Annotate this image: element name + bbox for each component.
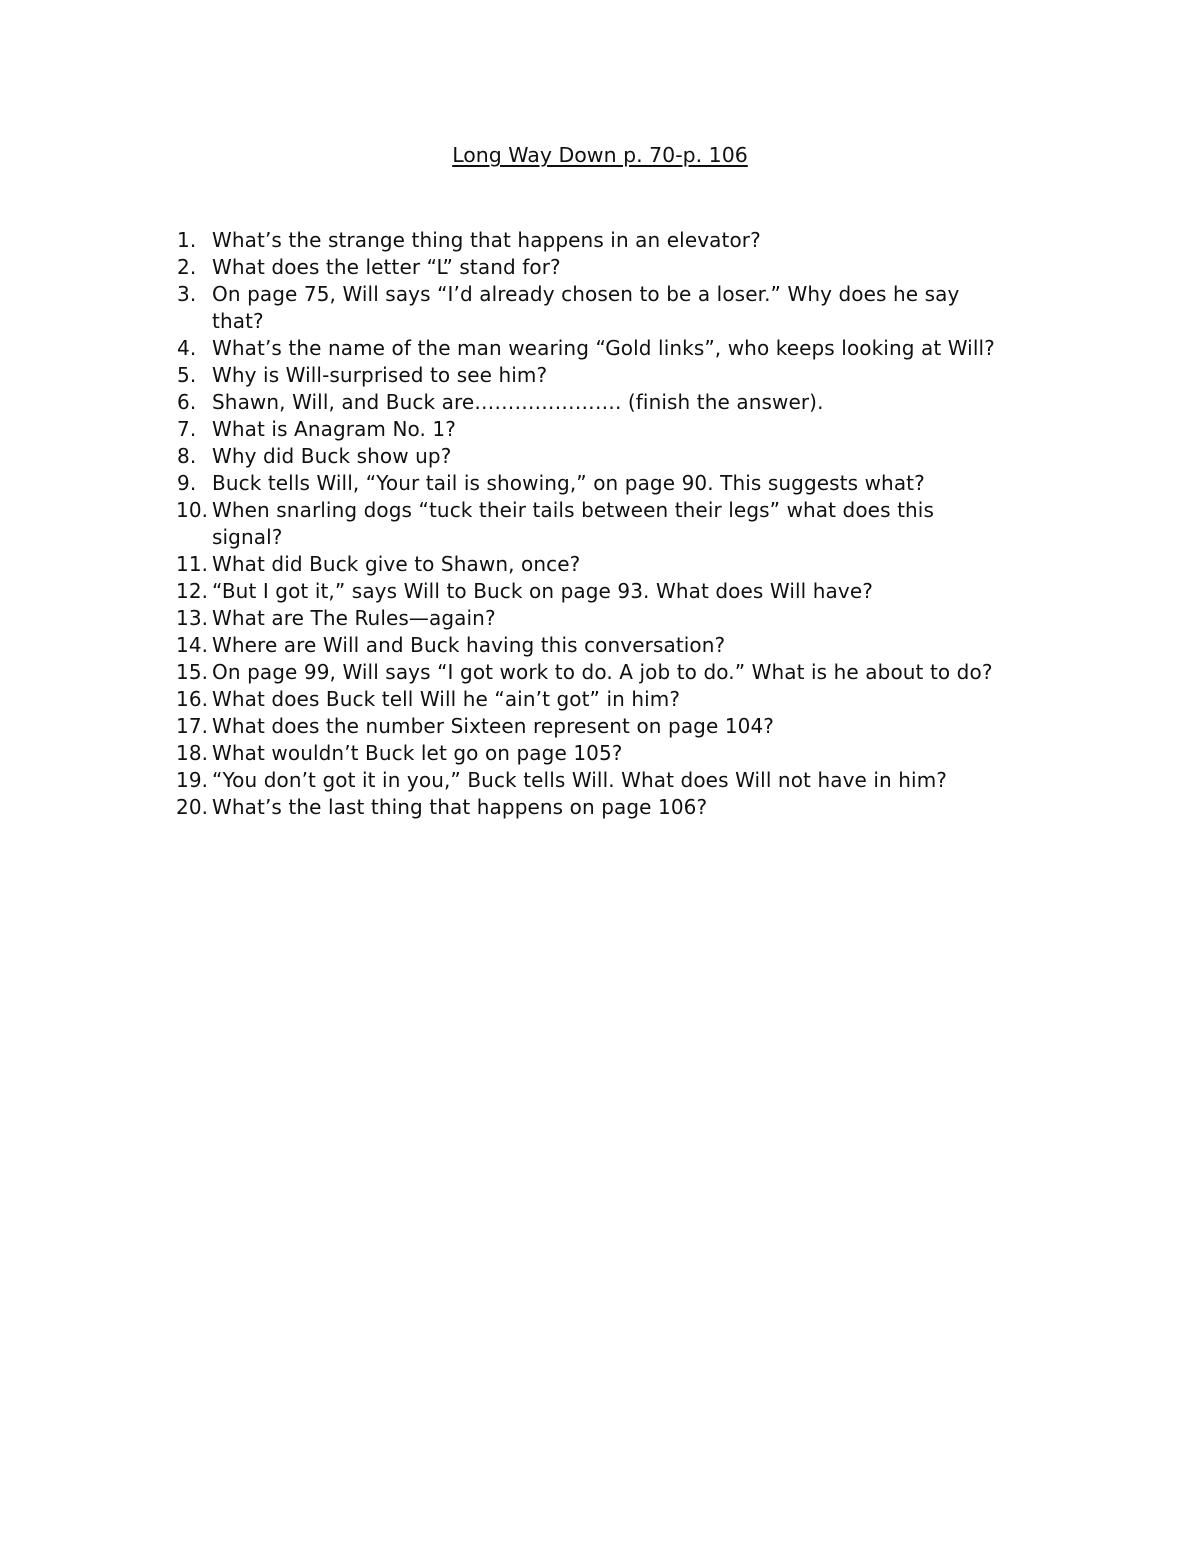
question-item — [170, 605, 1070, 632]
question-item — [170, 686, 1070, 713]
question-item — [170, 227, 1070, 254]
question-text: On page 75, Will says “I’d already chosen to be a loser.” Why does he say that? — [212, 282, 960, 333]
question-text: What does Buck tell Will he “ain’t got” in him? — [212, 687, 681, 711]
question-number: 19. — [176, 768, 209, 792]
question-list — [170, 227, 1070, 821]
question-text: What wouldn’t Buck let go on page 105? — [212, 741, 623, 765]
question-text: When snarling dogs “tuck their tails between their legs” what does this signal? — [212, 498, 934, 549]
question-item — [170, 254, 1070, 281]
question-number: 3. — [177, 282, 197, 306]
question-number: 10. — [176, 498, 209, 522]
question-number: 12. — [176, 579, 209, 603]
question-number: 5. — [177, 363, 197, 387]
question-number: 15. — [176, 660, 209, 684]
question-number: 14. — [176, 633, 209, 657]
question-text: What are The Rules—again? — [212, 606, 496, 630]
question-number: 4. — [177, 336, 197, 360]
question-number: 13. — [176, 606, 209, 630]
question-text: “But I got it,” says Will to Buck on page 93. What does Will have? — [212, 579, 873, 603]
question-item — [170, 713, 1070, 740]
question-text: What’s the strange thing that happens in an elevator? — [212, 228, 761, 252]
document-title: Long Way Down p. 70-p. 106 — [452, 143, 748, 167]
question-item — [170, 416, 1070, 443]
question-item — [170, 335, 1070, 362]
question-text: What does the letter “L” stand for? — [212, 255, 561, 279]
question-item — [170, 497, 1070, 551]
question-item — [170, 794, 1070, 821]
question-item — [170, 443, 1070, 470]
question-text: What does the number Sixteen represent on page 104? — [212, 714, 775, 738]
question-text: Why did Buck show up? — [212, 444, 452, 468]
question-text: Buck tells Will, “Your tail is showing,” on page 90. This suggests what? — [212, 471, 925, 495]
question-number: 6. — [177, 390, 197, 414]
question-text: Why is Will-surprised to see him? — [212, 363, 548, 387]
question-text: What’s the name of the man wearing “Gold links”, who keeps looking at Will? — [212, 336, 995, 360]
question-number: 18. — [176, 741, 209, 765]
question-text: Shawn, Will, and Buck are…………………. (finish the answer). — [212, 390, 824, 414]
question-number: 8. — [177, 444, 197, 468]
question-text: On page 99, Will says “I got work to do. A job to do.” What is he about to do? — [212, 660, 993, 684]
question-number: 1. — [177, 228, 197, 252]
question-number: 20. — [176, 795, 209, 819]
question-number: 17. — [176, 714, 209, 738]
question-text: “You don’t got it in you,” Buck tells Will. What does Will not have in him? — [212, 768, 947, 792]
question-number: 7. — [177, 417, 197, 441]
question-item — [170, 632, 1070, 659]
question-number: 9. — [177, 471, 197, 495]
question-item — [170, 281, 1070, 335]
question-item — [170, 767, 1070, 794]
question-text: What did Buck give to Shawn, once? — [212, 552, 581, 576]
question-text: Where are Will and Buck having this conversation? — [212, 633, 726, 657]
question-item — [170, 740, 1070, 767]
question-item — [170, 578, 1070, 605]
question-number: 2. — [177, 255, 197, 279]
question-item — [170, 362, 1070, 389]
question-item — [170, 659, 1070, 686]
question-item — [170, 470, 1070, 497]
question-text: What is Anagram No. 1? — [212, 417, 456, 441]
question-number: 11. — [176, 552, 209, 576]
question-item — [170, 551, 1070, 578]
question-number: 16. — [176, 687, 209, 711]
question-item — [170, 389, 1070, 416]
question-text: What’s the last thing that happens on page 106? — [212, 795, 708, 819]
